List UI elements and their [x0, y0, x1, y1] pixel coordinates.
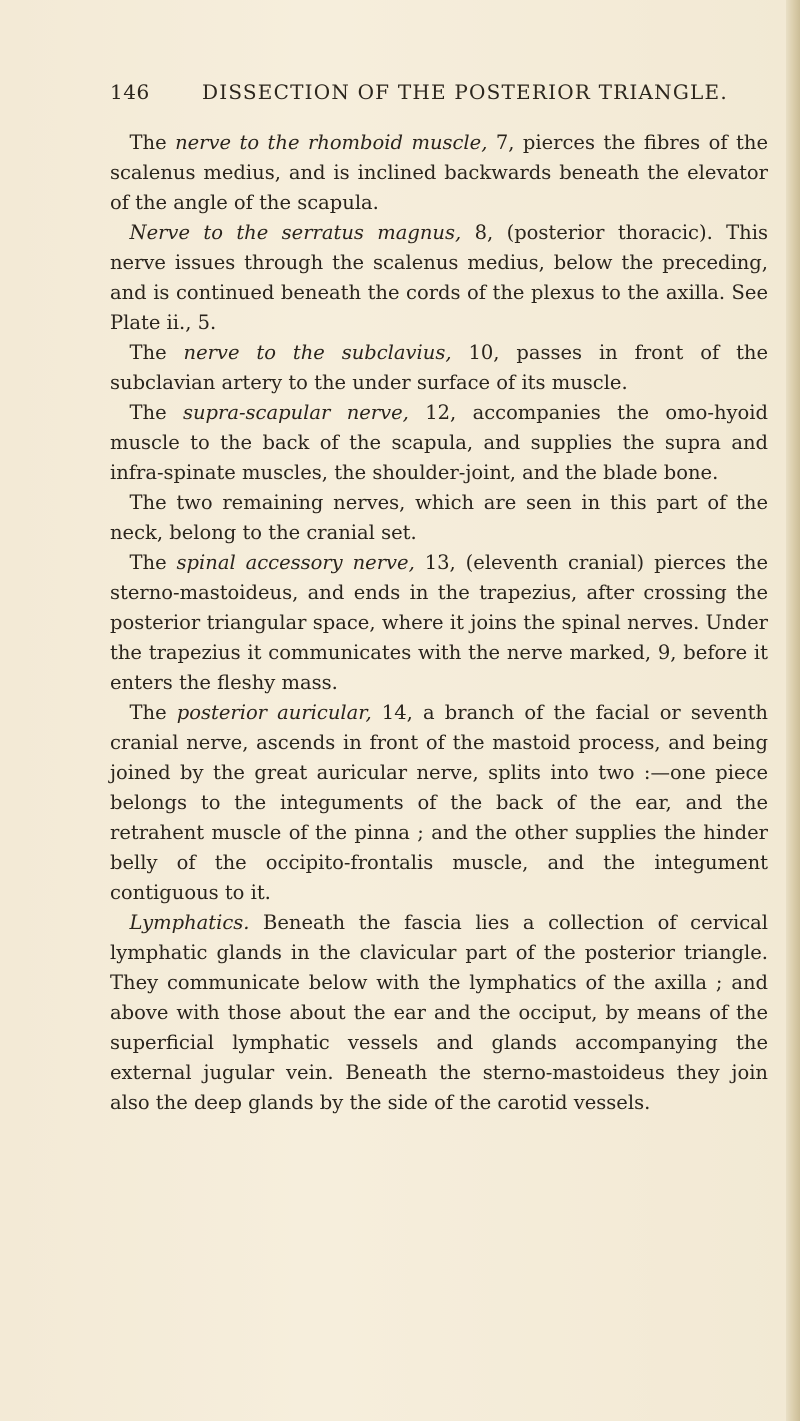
body-text — [110, 128, 768, 1118]
page-number: 146 — [110, 80, 150, 104]
paragraph-spinal-accessory-nerve: The spinal accessory nerve, 13, (eleventh cranial) pierces the sterno-mastoideus, and ends in the trapezius, after crossing the posterior triangular space, where it joins the spinal nerves. Under the trapezius it communicates with the nerve marked, 9, before it enters the fleshy mass. — [110, 551, 768, 694]
running-head: DISSECTION OF THE POSTERIOR TRIANGLE. — [202, 80, 728, 104]
paragraph-lymphatics: Lymphatics. Beneath the fascia lies a collection of cervical lymphatic glands in the clavicular part of the posterior triangle. They communicate below with the lymphatics of the axilla ; and above with those about the ear and the occiput, by means of the superficial lymphatic vessels and glands accompanying the external jugular vein. Beneath the sterno-mastoideus they join also the deep glands by the side of the carotid vessels. — [110, 911, 768, 1114]
paragraph-supra-scapular-nerve: The supra-scapular nerve, 12, accompanies the omo-hyoid muscle to the back of the scapula, and supplies the supra and infra-spinate muscles, the shoulder-joint, and the blade bone. — [110, 401, 768, 484]
paragraph-posterior-auricular: The posterior auricular, 14, a branch of the facial or seventh cranial nerve, ascends in front of the mastoid process, and being joined by the great auricular nerve, splits into two :—one piece belongs to the integuments of the back of the ear, and the retrahent muscle of the pinna ; and the other supplies the hinder belly of the occipito-frontalis muscle, and the integument contiguous to it. — [110, 701, 768, 904]
paragraph-cranial-set: The two remaining nerves, which are seen in this part of the neck, belong to the cranial set. — [110, 491, 768, 544]
paragraph-serratus-nerve: Nerve to the serratus magnus, 8, (posterior thoracic). This nerve issues through the scalenus medius, below the preceding, and is continued beneath the cords of the plexus to the axilla. See Plate ii., 5. — [110, 221, 768, 334]
page-header — [110, 80, 730, 112]
page-gutter — [786, 0, 800, 1421]
paragraph-rhomboid-nerve: The nerve to the rhomboid muscle, 7, pierces the fibres of the scalenus medius, and is inclined backwards beneath the elevator of the angle of the scapula. — [110, 131, 768, 214]
paragraph-subclavius-nerve: The nerve to the subclavius, 10, passes in front of the subclavian artery to the under surface of its muscle. — [110, 341, 769, 394]
